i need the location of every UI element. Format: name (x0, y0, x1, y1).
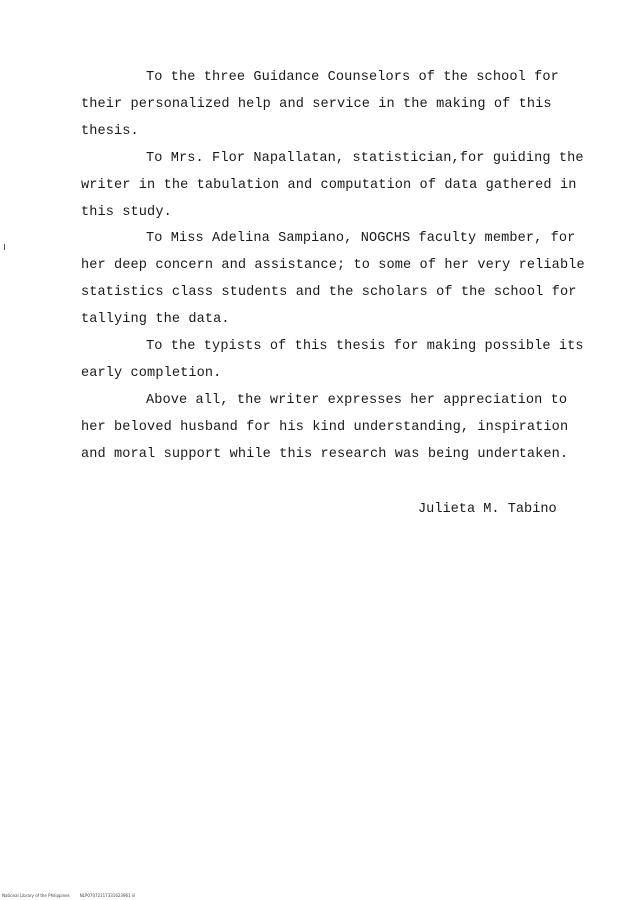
text-line: To Miss Adelina Sampiano, NOGCHS faculty member, for (146, 231, 576, 246)
text-line: this study. (81, 205, 172, 220)
text-line: To the typists of this thesis for making possible its (146, 339, 584, 354)
text-line: writer in the tabulation and computation of data gathered in (81, 178, 577, 193)
text-line: thesis. (81, 124, 139, 139)
margin-mark (4, 244, 5, 250)
text-line: their personalized help and service in the making of this (81, 97, 552, 112)
footer-code: NLP07072217331623961 iii (79, 893, 136, 898)
text-line: statistics class students and the scholars of the school for (81, 285, 577, 300)
text-line: Above all, the writer expresses her appreciation to (146, 393, 568, 408)
footer (2, 893, 135, 898)
text-line: her deep concern and assistance; to some of her very reliable (81, 258, 585, 273)
text-line: To the three Guidance Counselors of the school for (146, 70, 559, 85)
text-line: To Mrs. Flor Napallatan, statistician,for guiding the (146, 151, 584, 166)
text-line: tallying the data. (81, 312, 230, 327)
footer-library: National Library of the Philippines (2, 893, 70, 898)
text-line: her beloved husband for his kind understanding, inspiration (81, 420, 569, 435)
text-line: early completion. (81, 366, 222, 381)
author-signature: Julieta M. Tabino (418, 502, 557, 517)
text-line: and moral support while this research was being undertaken. (81, 447, 569, 462)
